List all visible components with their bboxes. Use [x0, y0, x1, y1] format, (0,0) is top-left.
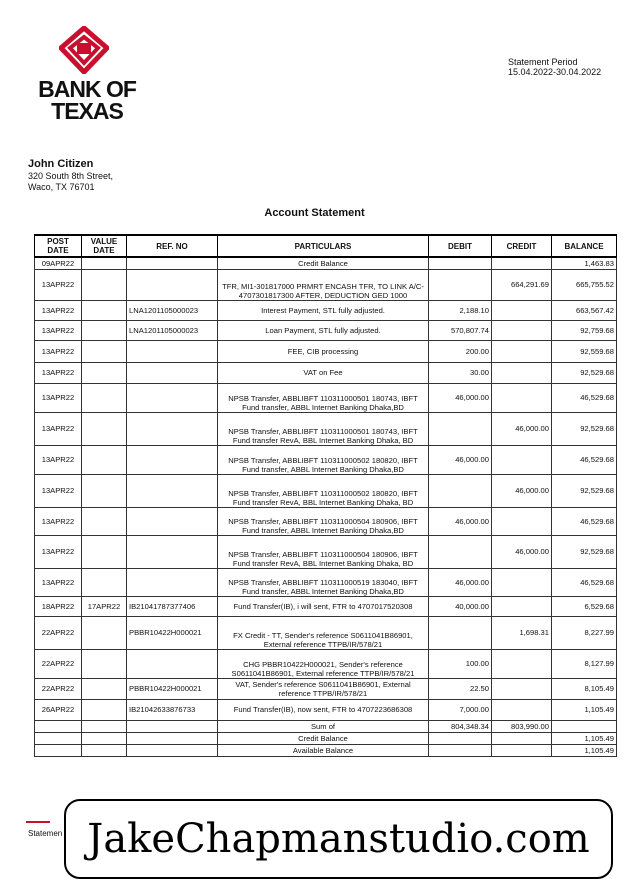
- value-date-cell: [82, 412, 127, 445]
- ref-no-cell: [127, 269, 218, 300]
- credit-cell: [492, 445, 552, 474]
- col-post-date: POST DATE: [35, 235, 82, 257]
- empty-cell: [82, 732, 127, 744]
- page-title: Account Statement: [264, 207, 365, 219]
- credit-cell: 664,291.69: [492, 269, 552, 300]
- balance-cell: 46,529.68: [552, 383, 617, 412]
- empty-cell: [82, 744, 127, 756]
- empty-cell: [35, 744, 82, 756]
- empty-cell: [127, 744, 218, 756]
- debit-cell: [429, 412, 492, 445]
- credit-cell: 46,000.00: [492, 412, 552, 445]
- particulars-cell: CHG PBBR10422H000021, Sender's reference S0611041B86901, External reference TTPB/IR/578/21: [218, 649, 429, 678]
- balance-cell: 665,755.52: [552, 269, 617, 300]
- statement-period: [508, 57, 601, 77]
- value-date-cell: [82, 300, 127, 320]
- summary-balance: 1,105.49: [552, 744, 617, 756]
- particulars-cell: Credit Balance: [218, 257, 429, 269]
- credit-cell: 46,000.00: [492, 535, 552, 568]
- ref-no-cell: [127, 362, 218, 383]
- bank-name-line1: BANK OF: [38, 76, 136, 102]
- credit-cell: 1,698.31: [492, 616, 552, 649]
- summary-balance: [552, 720, 617, 732]
- balance-cell: 6,529.68: [552, 596, 617, 616]
- post-date-cell: 13APR22: [35, 269, 82, 300]
- post-date-cell: 22APR22: [35, 616, 82, 649]
- post-date-cell: 26APR22: [35, 699, 82, 720]
- empty-cell: [127, 732, 218, 744]
- summary-credit: [492, 732, 552, 744]
- particulars-cell: Loan Payment, STL fully adjusted.: [218, 320, 429, 340]
- balance-cell: 92,529.68: [552, 535, 617, 568]
- debit-cell: 100.00: [429, 649, 492, 678]
- statement-period-value: 15.04.2022-30.04.2022: [508, 67, 602, 77]
- balance-cell: 663,567.42: [552, 300, 617, 320]
- bank-logo-mark-icon: [59, 26, 109, 74]
- value-date-cell: [82, 383, 127, 412]
- table-row: [35, 257, 617, 269]
- value-date-cell: [82, 320, 127, 340]
- balance-cell: 92,529.68: [552, 412, 617, 445]
- particulars-cell: NPSB Transfer, ABBLIBFT 110311000501 180743, IBFT Fund transfer RevA, BBL Internet Banking Dhaka, BD: [218, 412, 429, 445]
- particulars-cell: NPSB Transfer, ABBLIBFT 110311000501 180743, IBFT Fund transfer, ABBL Internet Banking Dhaka,BD: [218, 383, 429, 412]
- table-row: [35, 340, 617, 362]
- summary-credit: [492, 744, 552, 756]
- debit-cell: [429, 257, 492, 269]
- customer-address: [28, 158, 113, 193]
- statement-period-label: Statement Period: [508, 57, 578, 67]
- particulars-cell: Fund Transfer(IB), now sent, FTR to 4707223686308: [218, 699, 429, 720]
- particulars-cell: TFR, MI1-301817000 PRMRT ENCASH TFR, TO LINK A/C-4707301817300 AFTER, DEDUCTION GED 1000: [218, 269, 429, 300]
- credit-cell: [492, 649, 552, 678]
- credit-cell: [492, 320, 552, 340]
- credit-cell: [492, 257, 552, 269]
- ref-no-cell: IB21042633876733: [127, 699, 218, 720]
- ref-no-cell: [127, 568, 218, 596]
- credit-cell: [492, 699, 552, 720]
- balance-cell: 46,529.68: [552, 445, 617, 474]
- table-row: [35, 699, 617, 720]
- credit-cell: [492, 362, 552, 383]
- value-date-cell: [82, 474, 127, 507]
- debit-cell: 46,000.00: [429, 445, 492, 474]
- bank-logo: [26, 26, 148, 122]
- post-date-cell: 22APR22: [35, 678, 82, 699]
- balance-cell: 92,529.68: [552, 474, 617, 507]
- credit-cell: [492, 596, 552, 616]
- debit-cell: 2,188.10: [429, 300, 492, 320]
- particulars-cell: Interest Payment, STL fully adjusted.: [218, 300, 429, 320]
- balance-cell: 46,529.68: [552, 568, 617, 596]
- table-row: [35, 596, 617, 616]
- particulars-cell: NPSB Transfer, ABBLIBFT 110311000502 180820, IBFT Fund transfer RevA, BBL Internet Banking Dhaka, BD: [218, 474, 429, 507]
- debit-cell: 46,000.00: [429, 507, 492, 535]
- value-date-cell: [82, 257, 127, 269]
- value-date-cell: [82, 340, 127, 362]
- empty-cell: [35, 732, 82, 744]
- watermark-banner: JakeChapmanstudio.com: [64, 799, 613, 879]
- balance-cell: 1,105.49: [552, 699, 617, 720]
- particulars-cell: NPSB Transfer, ABBLIBFT 110311000519 183040, IBFT Fund transfer, ABBL Internet Banking Dhaka,BD: [218, 568, 429, 596]
- col-particulars: PARTICULARS: [218, 235, 429, 257]
- ref-no-cell: [127, 383, 218, 412]
- bank-name: [26, 78, 148, 122]
- value-date-cell: [82, 507, 127, 535]
- value-date-cell: [82, 699, 127, 720]
- balance-cell: 92,529.68: [552, 362, 617, 383]
- credit-cell: [492, 383, 552, 412]
- table-row: [35, 445, 617, 474]
- bank-name-line2: TEXAS: [51, 98, 123, 124]
- ref-no-cell: [127, 257, 218, 269]
- table-header-row: [35, 235, 617, 257]
- post-date-cell: 13APR22: [35, 507, 82, 535]
- post-date-cell: 13APR22: [35, 445, 82, 474]
- particulars-cell: NPSB Transfer, ABBLIBFT 110311000504 180906, IBFT Fund transfer, ABBL Internet Banking Dhaka,BD: [218, 507, 429, 535]
- col-balance: BALANCE: [552, 235, 617, 257]
- credit-cell: [492, 568, 552, 596]
- summary-label: Available Balance: [218, 744, 429, 756]
- ref-no-cell: [127, 412, 218, 445]
- balance-cell: 8,105.49: [552, 678, 617, 699]
- value-date-cell: [82, 678, 127, 699]
- value-date-cell: [82, 568, 127, 596]
- table-row: [35, 616, 617, 649]
- customer-name: John Citizen: [28, 158, 94, 170]
- summary-debit: [429, 732, 492, 744]
- debit-cell: [429, 474, 492, 507]
- value-date-cell: 17APR22: [82, 596, 127, 616]
- debit-cell: 200.00: [429, 340, 492, 362]
- ref-no-cell: PBBR10422H000021: [127, 678, 218, 699]
- empty-cell: [35, 720, 82, 732]
- post-date-cell: 13APR22: [35, 340, 82, 362]
- table-row: [35, 568, 617, 596]
- particulars-cell: FX Credit - TT, Sender's reference S0611041B86901, External reference TTPB/IR/578/21: [218, 616, 429, 649]
- debit-cell: 570,807.74: [429, 320, 492, 340]
- table-row: [35, 362, 617, 383]
- ref-no-cell: [127, 445, 218, 474]
- post-date-cell: 13APR22: [35, 320, 82, 340]
- footer-rule: [26, 821, 50, 823]
- footer-text: Statemen: [28, 829, 63, 838]
- post-date-cell: 09APR22: [35, 257, 82, 269]
- summary-credit: 803,990.00: [492, 720, 552, 732]
- summary-row: [35, 720, 617, 732]
- post-date-cell: 13APR22: [35, 412, 82, 445]
- post-date-cell: 13APR22: [35, 474, 82, 507]
- value-date-cell: [82, 269, 127, 300]
- ref-no-cell: LNA1201105000023: [127, 300, 218, 320]
- debit-cell: 46,000.00: [429, 568, 492, 596]
- post-date-cell: 13APR22: [35, 300, 82, 320]
- debit-cell: 40,000.00: [429, 596, 492, 616]
- debit-cell: 30.00: [429, 362, 492, 383]
- table-row: [35, 535, 617, 568]
- debit-cell: [429, 269, 492, 300]
- balance-cell: 46,529.68: [552, 507, 617, 535]
- summary-label: Sum of: [218, 720, 429, 732]
- table-row: [35, 507, 617, 535]
- particulars-cell: Fund Transfer(IB), i will sent, FTR to 4707017520308: [218, 596, 429, 616]
- credit-cell: [492, 340, 552, 362]
- ref-no-cell: [127, 340, 218, 362]
- particulars-cell: VAT on Fee: [218, 362, 429, 383]
- ref-no-cell: [127, 507, 218, 535]
- post-date-cell: 18APR22: [35, 596, 82, 616]
- ref-no-cell: LNA1201105000023: [127, 320, 218, 340]
- particulars-cell: FEE, CIB processing: [218, 340, 429, 362]
- value-date-cell: [82, 649, 127, 678]
- ref-no-cell: [127, 649, 218, 678]
- debit-cell: 22.50: [429, 678, 492, 699]
- value-date-cell: [82, 445, 127, 474]
- table-row: [35, 383, 617, 412]
- credit-cell: 46,000.00: [492, 474, 552, 507]
- summary-row: [35, 744, 617, 756]
- balance-cell: 1,463.83: [552, 257, 617, 269]
- post-date-cell: 22APR22: [35, 649, 82, 678]
- debit-cell: [429, 535, 492, 568]
- empty-cell: [82, 720, 127, 732]
- table-row: [35, 649, 617, 678]
- balance-cell: 8,127.99: [552, 649, 617, 678]
- table-row: [35, 320, 617, 340]
- summary-row: [35, 732, 617, 744]
- empty-cell: [127, 720, 218, 732]
- col-debit: DEBIT: [429, 235, 492, 257]
- particulars-cell: NPSB Transfer, ABBLIBFT 110311000502 180820, IBFT Fund transfer, ABBL Internet Banking Dhaka,BD: [218, 445, 429, 474]
- post-date-cell: 13APR22: [35, 362, 82, 383]
- customer-city: Waco, TX 76701: [28, 182, 95, 192]
- balance-cell: 92,759.68: [552, 320, 617, 340]
- credit-cell: [492, 300, 552, 320]
- table-row: [35, 678, 617, 699]
- balance-cell: 92,559.68: [552, 340, 617, 362]
- table-row: [35, 412, 617, 445]
- col-value-date: VALUE DATE: [82, 235, 127, 257]
- table-row: [35, 269, 617, 300]
- post-date-cell: 13APR22: [35, 568, 82, 596]
- table-row: [35, 474, 617, 507]
- value-date-cell: [82, 616, 127, 649]
- particulars-cell: NPSB Transfer, ABBLIBFT 110311000504 180906, IBFT Fund transfer RevA, BBL Internet Banking Dhaka, BD: [218, 535, 429, 568]
- value-date-cell: [82, 535, 127, 568]
- post-date-cell: 13APR22: [35, 535, 82, 568]
- statement-table: [34, 234, 617, 757]
- ref-no-cell: [127, 474, 218, 507]
- debit-cell: 7,000.00: [429, 699, 492, 720]
- customer-street: 320 South 8th Street,: [28, 171, 114, 181]
- ref-no-cell: PBBR10422H000021: [127, 616, 218, 649]
- particulars-cell: VAT, Sender's reference S0611041B86901, External reference TTPB/IR/578/21: [218, 678, 429, 699]
- balance-cell: 8,227.99: [552, 616, 617, 649]
- debit-cell: 46,000.00: [429, 383, 492, 412]
- ref-no-cell: [127, 535, 218, 568]
- summary-label: Credit Balance: [218, 732, 429, 744]
- summary-debit: 804,348.34: [429, 720, 492, 732]
- value-date-cell: [82, 362, 127, 383]
- post-date-cell: 13APR22: [35, 383, 82, 412]
- credit-cell: [492, 678, 552, 699]
- summary-debit: [429, 744, 492, 756]
- col-ref-no: REF. NO: [127, 235, 218, 257]
- col-credit: CREDIT: [492, 235, 552, 257]
- debit-cell: [429, 616, 492, 649]
- summary-balance: 1,105.49: [552, 732, 617, 744]
- table-row: [35, 300, 617, 320]
- ref-no-cell: IB21041787377406: [127, 596, 218, 616]
- credit-cell: [492, 507, 552, 535]
